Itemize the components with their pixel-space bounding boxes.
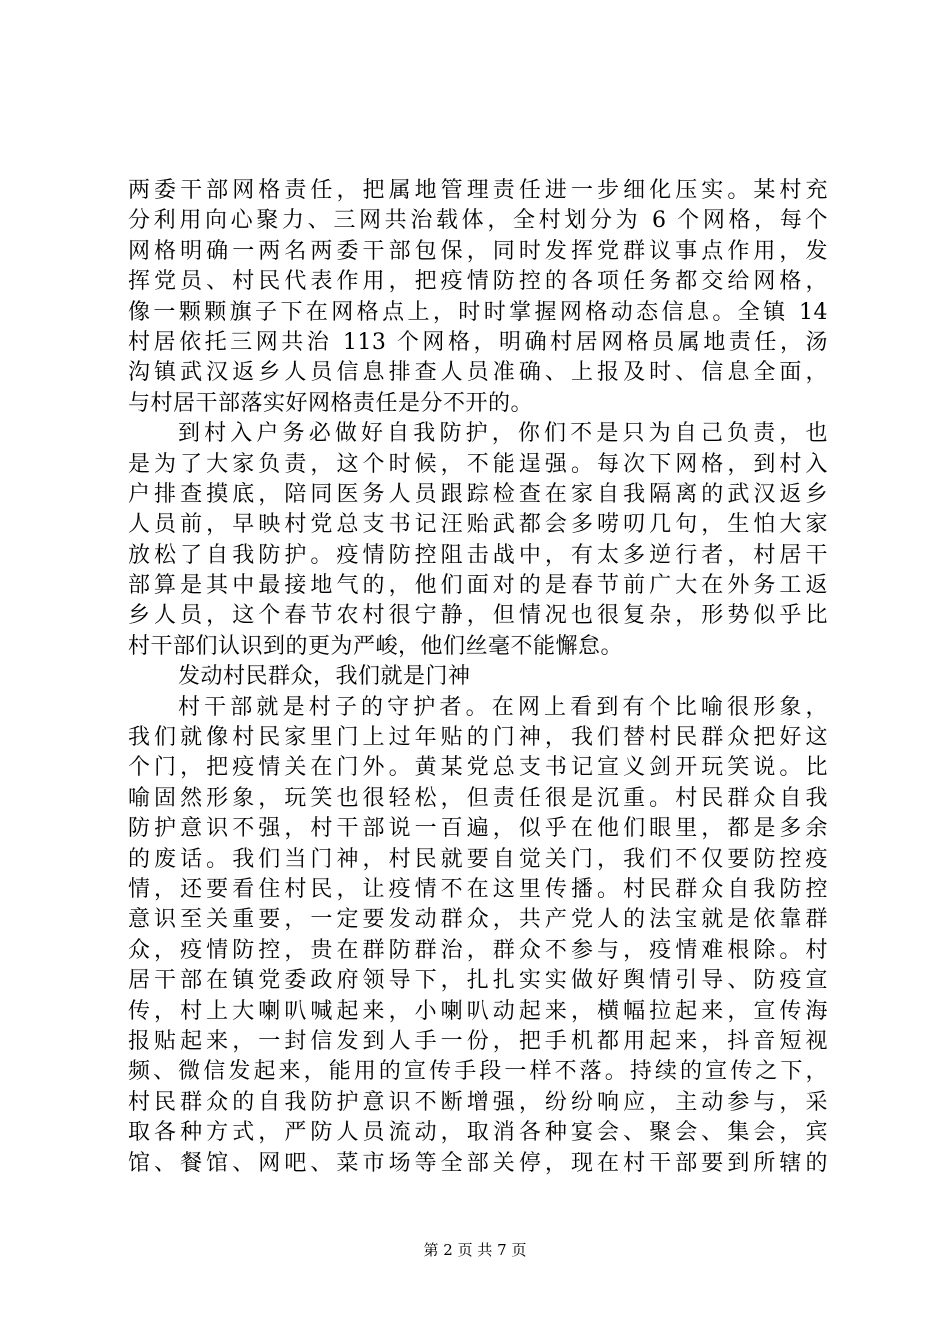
text-line: 户排查摸底，陪同医务人员跟踪检查在家自我隔离的武汉返乡	[128, 481, 828, 507]
text-line: 人员前，早映村党总支书记汪贻武都会多唠叨几句，生怕大家	[128, 512, 828, 538]
body-text	[128, 176, 828, 1179]
text-line: 防护意识不强，村干部说一百遍，似乎在他们眼里，都是多余	[128, 816, 828, 842]
page-footer: 第 2 页 共 7 页	[423, 1241, 527, 1259]
text-line: 村民群众的自我防护意识不断增强，纷纷响应，主动参与，采	[128, 1089, 828, 1115]
text-line: 网格明确一两名两委干部包保，同时发挥党群议事点作用，发	[128, 238, 828, 264]
text-line: 两委干部网格责任，把属地管理责任进一步细化压实。某村充	[128, 178, 828, 203]
text-line: 村干部就是村子的守护者。在网上看到有个比喻很形象，	[178, 694, 828, 720]
text-line: 乡人员，这个春节农村很宁静，但情况也很复杂，形势似乎比	[128, 603, 828, 629]
text-line: 与村居干部落实好网格责任是分不开的。	[128, 390, 534, 416]
text-line: 挥党员、村民代表作用，把疫情防控的各项任务都交给网格，	[128, 269, 828, 295]
text-line: 部算是其中最接地气的，他们面对的是春节前广大在外务工返	[128, 573, 828, 599]
text-line: 我们就像村民家里门上过年贴的门神，我们替村民群众把好这	[128, 725, 828, 751]
text-line: 众，疫情防控，贵在群防群治，群众不参与，疫情难根除。村	[128, 937, 828, 963]
text-line: 意识至关重要，一定要发动群众，共产党人的法宝就是依靠群	[128, 907, 828, 933]
text-line: 的废话。我们当门神，村民就要自觉关门，我们不仅要防控疫	[128, 846, 828, 872]
text-line: 是为了大家负责，这个时候，不能逞强。每次下网格，到村入	[128, 451, 828, 477]
text-line: 沟镇武汉返乡人员信息排查人员准确、上报及时、信息全面，	[128, 360, 828, 386]
text-line: 馆、餐馆、网吧、菜市场等全部关停，现在村干部要到所辖的	[128, 1150, 828, 1176]
text-line: 个门，把疫情关在门外。黄某党总支书记宣义剑开玩笑说。比	[128, 755, 828, 781]
text-line: 分利用向心聚力、三网共治载体，全村划分为 6 个网格，每个	[128, 208, 828, 234]
text-line: 频、微信发起来，能用的宣传手段一样不落。持续的宣传之下，	[128, 1059, 828, 1085]
text-line: 放松了自我防护。疫情防控阻击战中，有太多逆行者，村居干	[128, 542, 828, 568]
text-line: 传，村上大喇叭喊起来，小喇叭动起来，横幅拉起来，宣传海	[128, 998, 828, 1024]
text-line: 报贴起来，一封信发到人手一份，把手机都用起来，抖音短视	[128, 1028, 828, 1054]
text-line: 居干部在镇党委政府领导下，扎扎实实做好舆情引导、防疫宣	[128, 968, 828, 994]
text-line: 村居依托三网共治 113 个网格，明确村居网格员属地责任，汤	[128, 329, 828, 355]
text-line: 喻固然形象，玩笑也很轻松，但责任很是沉重。村民群众自我	[128, 785, 828, 811]
text-line: 到村入户务必做好自我防护，你们不是只为自己负责，也	[178, 421, 828, 447]
text-line: 像一颗颗旗子下在网格点上，时时掌握网格动态信息。全镇 14	[128, 299, 828, 325]
text-line: 村干部们认识到的更为严峻，他们丝毫不能懈怠。	[128, 633, 624, 659]
text-line: 发动村民群众，我们就是门神	[178, 664, 471, 690]
text-line: 取各种方式，严防人员流动，取消各种宴会、聚会、集会，宾	[128, 1120, 828, 1146]
text-line: 情，还要看住村民，让疫情不在这里传播。村民群众自我防控	[128, 876, 828, 902]
